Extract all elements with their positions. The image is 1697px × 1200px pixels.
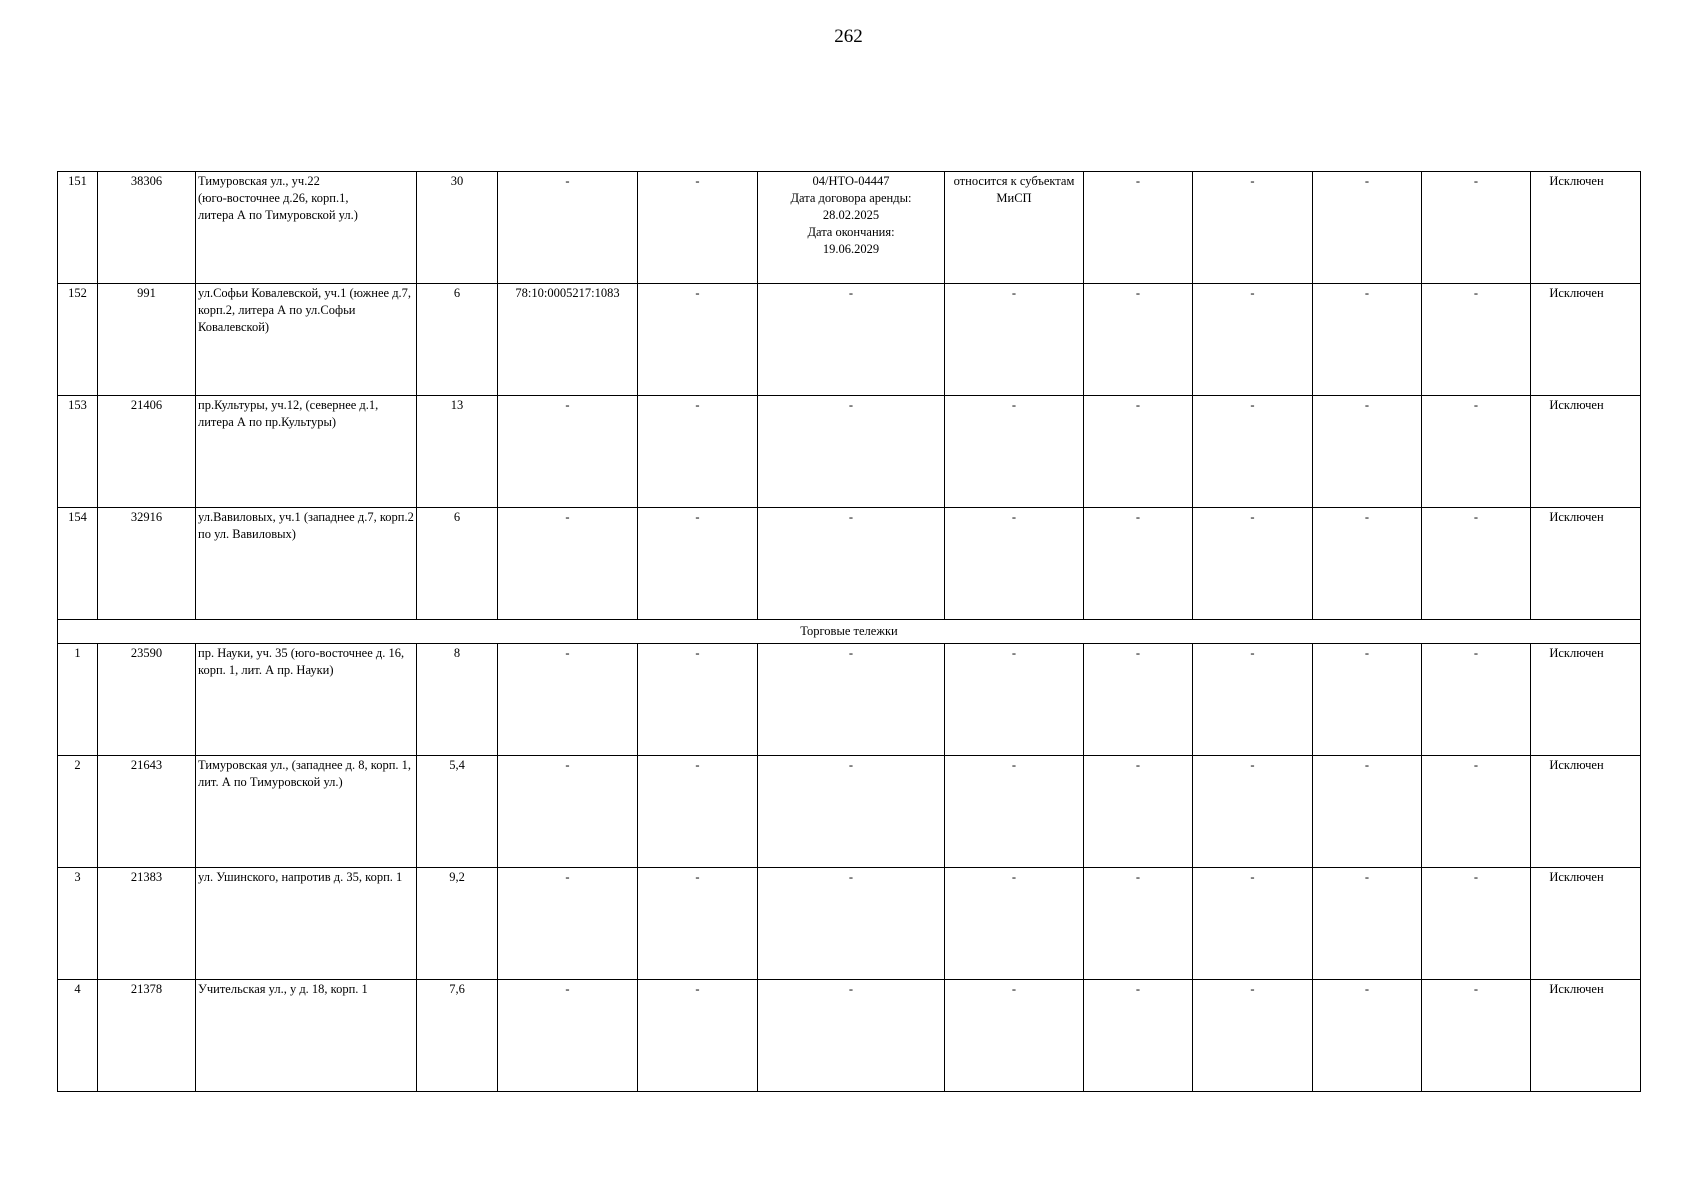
contract-cell <box>758 756 945 868</box>
cadastral-number-cell: - <box>498 980 638 1092</box>
table-row <box>58 868 1641 980</box>
area-cell: 13 <box>417 396 498 508</box>
column-11-cell: - <box>1313 980 1422 1092</box>
column-11-cell: - <box>1313 396 1422 508</box>
contract-cell <box>758 980 945 1092</box>
column-11-cell: - <box>1313 868 1422 980</box>
row-number-cell: 153 <box>58 396 98 508</box>
area-cell: 6 <box>417 508 498 620</box>
contract-cell <box>758 284 945 396</box>
column-12-cell: - <box>1422 396 1531 508</box>
msp-cell: - <box>945 644 1084 756</box>
row-number-cell: 154 <box>58 508 98 620</box>
status-cell: Исключен <box>1531 644 1641 756</box>
column-11-cell: - <box>1313 644 1422 756</box>
row-number-cell: 3 <box>58 868 98 980</box>
table-row <box>58 644 1641 756</box>
object-id-cell: 21406 <box>98 396 196 508</box>
column-9-cell: - <box>1084 980 1193 1092</box>
cadastral-number-cell: - <box>498 756 638 868</box>
cadastral-number-cell: 78:10:0005217:1083 <box>498 284 638 396</box>
table-body-after <box>58 644 1641 1092</box>
msp-cell: - <box>945 508 1084 620</box>
table-row <box>58 980 1641 1092</box>
address-cell <box>196 644 417 756</box>
address-cell <box>196 284 417 396</box>
column-6-cell: - <box>638 756 758 868</box>
column-10-cell: - <box>1193 284 1313 396</box>
table-row <box>58 172 1641 284</box>
status-cell: Исключен <box>1531 756 1641 868</box>
msp-cell: - <box>945 756 1084 868</box>
column-12-cell: - <box>1422 980 1531 1092</box>
cadastral-number-cell: - <box>498 644 638 756</box>
table-row <box>58 284 1641 396</box>
contract-cell-line: Дата договора аренды: <box>790 191 912 205</box>
column-6-cell: - <box>638 284 758 396</box>
status-cell: Исключен <box>1531 868 1641 980</box>
column-9-cell: - <box>1084 508 1193 620</box>
contract-cell-line: - <box>848 286 854 300</box>
address-cell-line: ул. Ушинского, напротив д. 35, корп. 1 <box>198 870 403 884</box>
column-10-cell: - <box>1193 868 1313 980</box>
contract-cell-line: - <box>848 646 854 660</box>
row-number-cell: 151 <box>58 172 98 284</box>
column-6-cell: - <box>638 396 758 508</box>
column-11-cell: - <box>1313 756 1422 868</box>
contract-cell-line: Дата окончания: <box>807 225 895 239</box>
contract-cell <box>758 644 945 756</box>
area-cell: 30 <box>417 172 498 284</box>
column-12-cell: - <box>1422 172 1531 284</box>
section-row <box>58 620 1641 644</box>
column-10-cell: - <box>1193 756 1313 868</box>
contract-cell <box>758 508 945 620</box>
address-cell-line: пр. Науки, уч. 35 (юго-восточнее д. 16, корп. 1, лит. А пр. Науки) <box>198 646 405 677</box>
object-id-cell: 32916 <box>98 508 196 620</box>
contract-cell <box>758 396 945 508</box>
row-number-cell: 2 <box>58 756 98 868</box>
row-number-cell: 152 <box>58 284 98 396</box>
msp-cell: - <box>945 284 1084 396</box>
cadastral-number-cell: - <box>498 508 638 620</box>
column-9-cell: - <box>1084 644 1193 756</box>
address-cell-line: пр.Культуры, уч.12, (севернее д.1, литера А по пр.Культуры) <box>198 398 379 429</box>
column-9-cell: - <box>1084 868 1193 980</box>
cadastral-number-cell: - <box>498 396 638 508</box>
contract-cell-line: 28.02.2025 <box>822 208 880 222</box>
contract-cell-line: - <box>848 982 854 996</box>
address-cell-line: литера А по Тимуровской ул.) <box>198 208 358 222</box>
object-id-cell: 991 <box>98 284 196 396</box>
column-6-cell: - <box>638 508 758 620</box>
column-9-cell: - <box>1084 172 1193 284</box>
status-cell: Исключен <box>1531 980 1641 1092</box>
table-row <box>58 396 1641 508</box>
address-cell <box>196 172 417 284</box>
address-cell-line: ул.Софьи Ковалевской, уч.1 (южнее д.7, корп.2, литера А по ул.Софьи Ковалевской) <box>198 286 412 334</box>
table-row <box>58 756 1641 868</box>
object-id-cell: 23590 <box>98 644 196 756</box>
page-number: 262 <box>834 26 863 47</box>
contract-cell-line: - <box>848 510 854 524</box>
status-cell: Исключен <box>1531 508 1641 620</box>
address-cell-line: (юго-восточнее д.26, корп.1, <box>198 191 349 205</box>
column-10-cell: - <box>1193 172 1313 284</box>
table-row <box>58 508 1641 620</box>
column-9-cell: - <box>1084 284 1193 396</box>
area-cell: 5,4 <box>417 756 498 868</box>
object-id-cell: 38306 <box>98 172 196 284</box>
column-9-cell: - <box>1084 396 1193 508</box>
address-cell-line: Тимуровская ул., (западнее д. 8, корп. 1, лит. А по Тимуровской ул.) <box>198 758 412 789</box>
status-cell: Исключен <box>1531 172 1641 284</box>
msp-cell: относится к субъектам МиСП <box>945 172 1084 284</box>
section-heading: Торговые тележки <box>58 620 1641 644</box>
msp-cell: - <box>945 396 1084 508</box>
column-6-cell: - <box>638 644 758 756</box>
contract-cell-line: 19.06.2029 <box>822 242 880 256</box>
column-12-cell: - <box>1422 868 1531 980</box>
contract-cell <box>758 172 945 284</box>
column-6-cell: - <box>638 868 758 980</box>
area-cell: 9,2 <box>417 868 498 980</box>
column-11-cell: - <box>1313 508 1422 620</box>
contract-cell-line: 04/НТО-04447 <box>812 174 890 188</box>
table-body-before <box>58 172 1641 620</box>
address-cell-line: ул.Вавиловых, уч.1 (западнее д.7, корп.2 по ул. Вавиловых) <box>198 510 414 541</box>
address-cell <box>196 980 417 1092</box>
column-6-cell: - <box>638 172 758 284</box>
address-cell <box>196 396 417 508</box>
column-12-cell: - <box>1422 644 1531 756</box>
status-cell: Исключен <box>1531 396 1641 508</box>
column-12-cell: - <box>1422 284 1531 396</box>
address-cell <box>196 868 417 980</box>
contract-cell-line: - <box>848 758 854 772</box>
address-cell-line: Тимуровская ул., уч.22 <box>198 174 320 188</box>
cadastral-number-cell: - <box>498 172 638 284</box>
column-6-cell: - <box>638 980 758 1092</box>
object-id-cell: 21378 <box>98 980 196 1092</box>
msp-cell: - <box>945 868 1084 980</box>
column-10-cell: - <box>1193 508 1313 620</box>
column-9-cell: - <box>1084 756 1193 868</box>
row-number-cell: 1 <box>58 644 98 756</box>
column-11-cell: - <box>1313 284 1422 396</box>
area-cell: 7,6 <box>417 980 498 1092</box>
area-cell: 6 <box>417 284 498 396</box>
row-number-cell: 4 <box>58 980 98 1092</box>
column-11-cell: - <box>1313 172 1422 284</box>
object-id-cell: 21643 <box>98 756 196 868</box>
cadastral-number-cell: - <box>498 868 638 980</box>
address-cell-line: Учительская ул., у д. 18, корп. 1 <box>198 982 368 996</box>
table-section <box>58 620 1641 644</box>
column-10-cell: - <box>1193 396 1313 508</box>
registry-table <box>57 171 1641 1092</box>
status-cell: Исключен <box>1531 284 1641 396</box>
msp-cell: - <box>945 980 1084 1092</box>
contract-cell <box>758 868 945 980</box>
address-cell <box>196 756 417 868</box>
column-10-cell: - <box>1193 644 1313 756</box>
column-12-cell: - <box>1422 508 1531 620</box>
contract-cell-line: - <box>848 398 854 412</box>
area-cell: 8 <box>417 644 498 756</box>
object-id-cell: 21383 <box>98 868 196 980</box>
column-12-cell: - <box>1422 756 1531 868</box>
column-10-cell: - <box>1193 980 1313 1092</box>
contract-cell-line: - <box>848 870 854 884</box>
address-cell <box>196 508 417 620</box>
